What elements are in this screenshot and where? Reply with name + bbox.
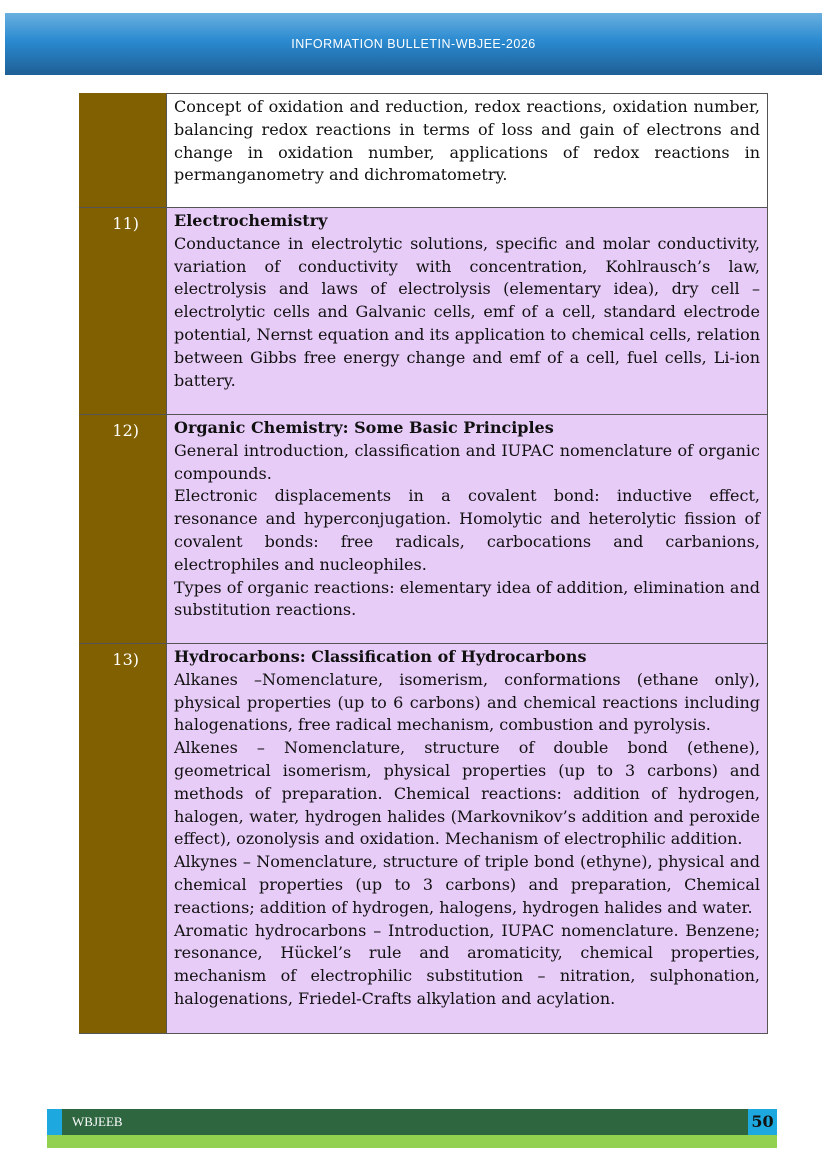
topic-paragraph: General introduction, classification and IUPAC nomenclature of organic compounds.	[174, 440, 760, 483]
page-number: 50	[748, 1109, 777, 1135]
row-number: 11)	[79, 208, 166, 414]
topic-paragraph: Electronic displacements in a covalent bond: inductive effect, resonance and hyperconjugation. Homolytic and heterolytic fission of covalent bonds: free radicals, carbocations and carbanions, electrophiles and nucleophiles.	[174, 486, 760, 574]
topic-title: Electrochemistry	[174, 211, 328, 230]
table-row	[79, 644, 768, 1034]
row-number	[79, 93, 166, 207]
row-number: 13)	[79, 644, 166, 1033]
footer	[47, 1109, 777, 1148]
topic-paragraph: Alkanes –Nomenclature, isomerism, conformations (ethane only), physical properties (up to 6 carbons) and chemical reactions including halogenations, free radical mechanism, combustion and pyrolysis.	[174, 669, 760, 735]
topic-paragraph: Conductance in electrolytic solutions, specific and molar conductivity, variation of conductivity with concentration, Kohlrausch’s law, electrolysis and laws of electrolysis (elementary idea), dry cell – electrolytic cells and Galvanic cells, emf of a cell, standard electrode potential, Nernst equation and its application to chemical cells, relation between Gibbs free energy change and emf of a cell, fuel cells, Li-ion battery.	[174, 233, 760, 390]
header-banner	[5, 13, 822, 75]
table-row	[79, 93, 768, 208]
topic-title: Organic Chemistry: Some Basic Principles	[174, 418, 554, 437]
topic-title: Hydrocarbons: Classification of Hydrocarbons	[174, 647, 587, 666]
row-content	[166, 644, 768, 1033]
row-number: 12)	[79, 415, 166, 643]
row-content	[166, 415, 768, 643]
footer-label: WBJEEB	[62, 1109, 748, 1135]
footer-stripe	[47, 1135, 777, 1148]
topic-paragraph: Concept of oxidation and reduction, redox reactions, oxidation number, balancing redox reactions in terms of loss and gain of electrons and change in oxidation number, applications of redox reactions in permanganometry and dichromatometry.	[174, 97, 760, 185]
topic-paragraph: Types of organic reactions: elementary idea of addition, elimination and substitution reactions.	[174, 577, 760, 620]
table-row	[79, 208, 768, 415]
topic-paragraph: Alkynes – Nomenclature, structure of triple bond (ethyne), physical and chemical properties (up to 3 carbons) and preparation, Chemical reactions; addition of hydrogen, halogens, hydrogen halides and water.	[174, 852, 760, 917]
row-content	[166, 93, 768, 207]
syllabus-table	[79, 93, 768, 1034]
table-row	[79, 415, 768, 644]
header-title: INFORMATION BULLETIN-WBJEE-2026	[291, 37, 536, 51]
row-content	[166, 208, 768, 414]
topic-paragraph: Alkenes – Nomenclature, structure of double bond (ethene), geometrical isomerism, physical properties (up to 3 carbons) and methods of preparation. Chemical reactions: addition of hydrogen, halogen, water, hydrogen halides (Markovnikov’s addition and peroxide effect), ozonolysis and oxidation. Mechanism of electrophilic addition.	[174, 738, 760, 849]
topic-paragraph: Aromatic hydrocarbons – Introduction, IUPAC nomenclature. Benzene; resonance, Hückel’s rule and aromaticity, chemical properties, mechanism of electrophilic substitution – nitration, sulphonation, halogenations, Friedel-Crafts alkylation and acylation.	[174, 920, 760, 1008]
footer-accent-left	[47, 1109, 62, 1135]
